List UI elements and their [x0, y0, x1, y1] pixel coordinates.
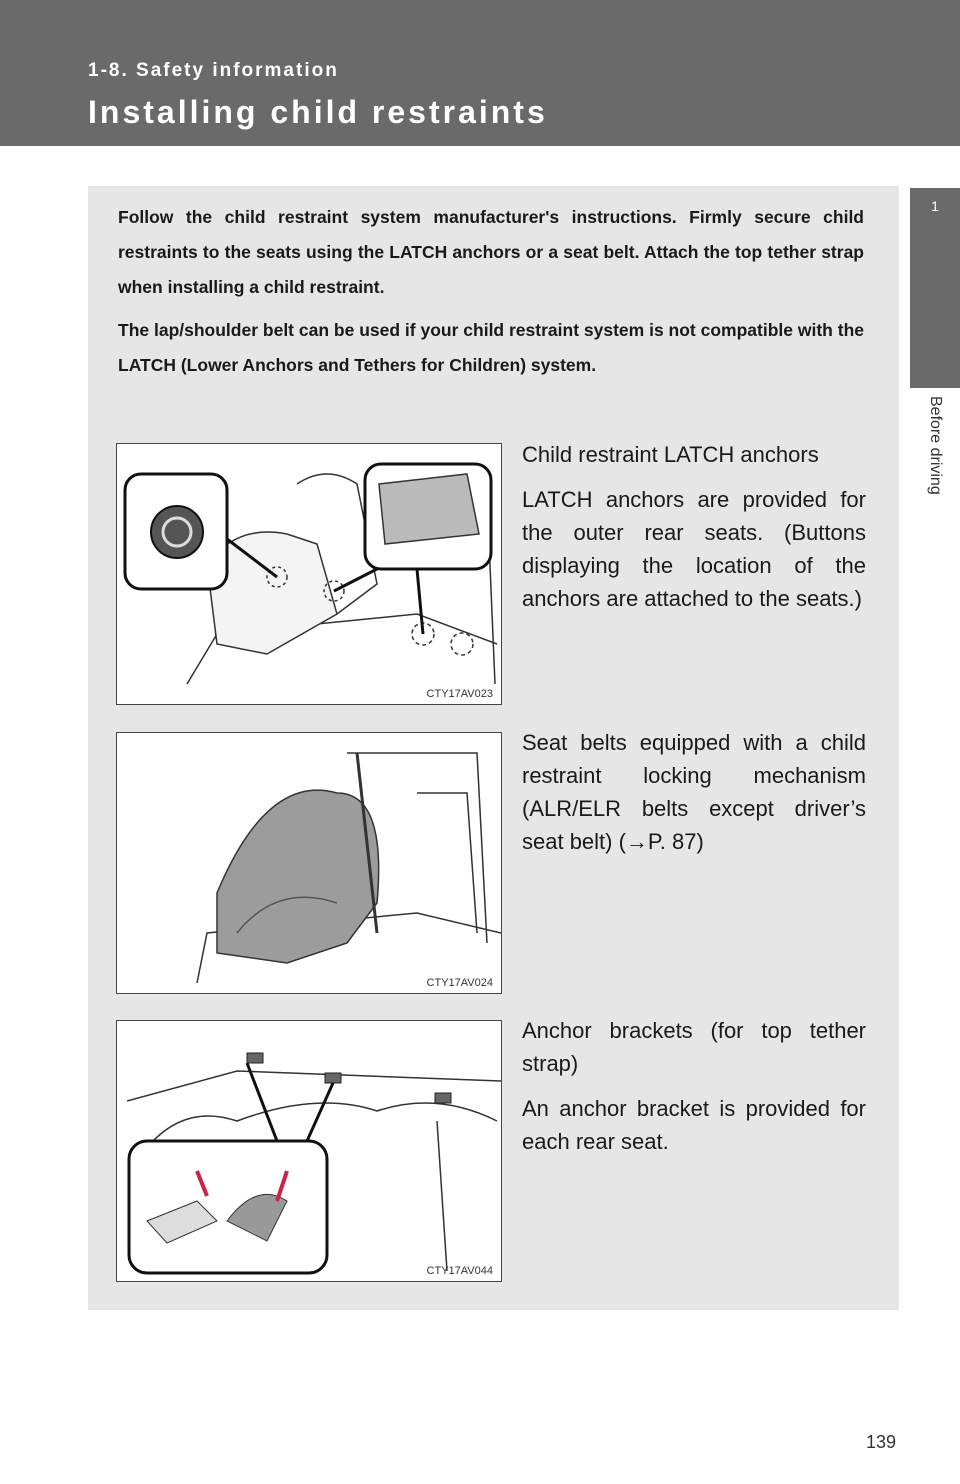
intro-paragraph-1: Follow the child restraint system manufacturer's instructions. Firmly secure child restraints to the seats using the LATCH anchors or a seat belt. Attach the top tether strap when installing a child restraint.: [118, 207, 864, 297]
anchor-brackets-description: [522, 1014, 866, 1170]
latch-anchors-drawing: [117, 444, 501, 704]
item-heading: Child restraint LATCH anchors: [522, 442, 819, 467]
page-header: [0, 0, 960, 146]
anchor-brackets-drawing: [117, 1021, 501, 1281]
page-title: Installing child restraints: [88, 94, 548, 130]
chapter-number: 1: [931, 198, 939, 214]
figure-code: CTY17AV023: [426, 688, 493, 700]
item-heading: Seat belts equipped with a child restraint locking mechanism (ALR/ELR belts except driver’s seat belt) (→P. 87): [522, 730, 866, 854]
item-heading: Anchor brackets (for top tether strap): [522, 1018, 866, 1076]
intro-paragraph-2: The lap/shoulder belt can be used if your child restraint system is not compatible with the LATCH (Lower Anchors and Tethers for Children) system.: [118, 320, 864, 375]
intro-text: [118, 200, 864, 391]
chapter-tab: [910, 188, 960, 388]
seat-belt-child-seat-drawing: [117, 733, 501, 993]
page-number: 139: [866, 1432, 897, 1452]
latch-anchors-description: [522, 438, 866, 627]
seat-belt-child-seat-illustration: [116, 732, 502, 994]
item-text: LATCH anchors are provided for the outer rear seats. (Buttons displaying the location of the anchors are attached to the seats.): [522, 487, 866, 611]
chapter-label: Before driving: [927, 396, 944, 495]
figure-code: CTY17AV044: [426, 1265, 493, 1277]
section-label: 1-8. Safety information: [88, 60, 339, 81]
item-text: An anchor bracket is provided for each rear seat.: [522, 1096, 866, 1154]
seat-belt-description: [522, 726, 866, 870]
figure-code: CTY17AV024: [426, 977, 493, 989]
latch-anchors-illustration: [116, 443, 502, 705]
anchor-brackets-illustration: [116, 1020, 502, 1282]
